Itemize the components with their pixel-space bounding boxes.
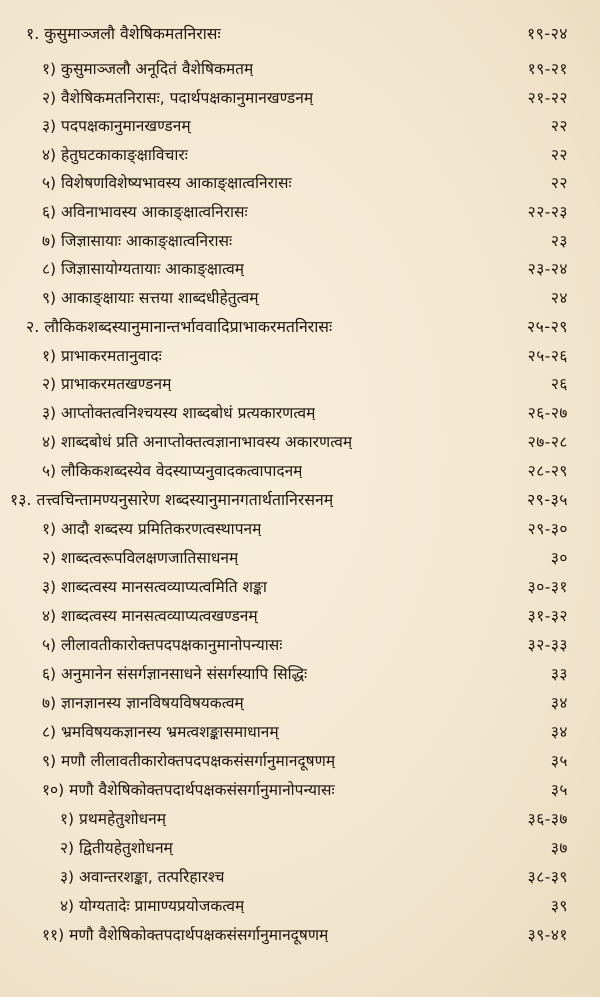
toc-entry-title: १०) मणौ वैशेषिकोक्तपदार्थपक्षकसंसर्गानुमानोपन्यासः (42, 780, 335, 799)
toc-entry-title: १) आदौ शब्दस्य प्रमितिकरणत्वस्थापनम् (42, 519, 262, 538)
toc-entry-title: १) प्राभाकरमतानुवादः (42, 346, 162, 365)
toc-entry-pages: २२ (550, 116, 568, 135)
toc-entry-pages: २५-२९ (526, 316, 568, 336)
toc-leader (188, 153, 541, 154)
toc-entry-title: २) द्वितीयहेतुशोधनम् (60, 838, 173, 857)
toc-leader (292, 181, 541, 182)
toc-entry-title: ६) अनुमानेन संसर्गज्ञानसाधने संसर्गस्यापि सिद्धिः (42, 664, 308, 683)
toc-leader (315, 411, 517, 412)
toc-leader (224, 875, 517, 876)
toc-leader (248, 210, 518, 211)
toc-leader (352, 440, 517, 441)
toc-entry-title: ४) शाब्दबोधं प्रति अनाप्तोक्तत्वज्ञानाभावस्य अकारणत्वम् (42, 432, 353, 451)
toc-entry-title: ४) शाब्दत्वस्य मानसत्वव्याप्यत्वखण्डनम् (42, 606, 258, 625)
toc-entry-pages: २२ (550, 173, 568, 192)
toc-entry-pages: २९-३५ (526, 489, 568, 509)
toc-leader (232, 239, 541, 240)
toc-entry-pages: २६-२७ (527, 403, 568, 422)
toc-entry-title: ८) भ्रमविषयकज्ञानस्य भ्रमत्वशङ्कासमाधानम् (42, 722, 279, 741)
toc-entry-title: ६) अविनाभावस्य आकाङ्क्षात्वनिरासः (42, 202, 248, 221)
toc-entry-pages: २९-३० (527, 519, 568, 538)
toc-leader (238, 556, 541, 557)
toc-entry-title: १. कुसुमाञ्जलौ वैशेषिकमतनिरासः (26, 23, 221, 43)
toc-entry-title: ३) अवान्तरशङ्का, तत्परिहारश्च (60, 867, 225, 886)
toc-leader (328, 933, 517, 934)
toc-leader (258, 614, 518, 615)
toc-leader (171, 382, 541, 383)
toc-entry-pages: २२ (550, 145, 568, 164)
toc-leader (173, 846, 541, 847)
toc-entry-pages: ३५ (550, 751, 568, 770)
toc-leader (259, 296, 541, 297)
toc-leader (221, 32, 517, 33)
toc-entry-title: ९) मणौ लीलावतीकारोक्तपदपक्षकसंसर्गानुमानदूषणम् (42, 751, 336, 770)
toc-leader (261, 527, 517, 528)
toc-leader (307, 672, 541, 673)
toc-entry-pages: ३७ (550, 838, 568, 857)
toc-leader (244, 701, 541, 702)
toc-leader (244, 267, 518, 268)
toc-entry-pages: २२-२३ (527, 202, 568, 221)
toc-leader (191, 124, 541, 125)
toc-entry-pages: १९-२४ (526, 23, 568, 43)
toc-entry-title: ३) शाब्दत्वस्य मानसत्वव्याप्यत्वमिति शङ्का (42, 577, 267, 596)
toc-leader (253, 67, 517, 68)
toc-entry-title: ७) ज्ञानज्ञानस्य ज्ञानविषयविषयकत्वम् (42, 693, 244, 712)
toc-entry-title: ४) हेतुघटकाकाङ्क्षाविचारः (42, 145, 188, 164)
toc-entry-pages: २३ (550, 231, 568, 250)
toc-entry-title: ३) पदपक्षकानुमानखण्डनम् (42, 116, 191, 135)
toc-entry-title: २) शाब्दत्वरूपविलक्षणजातिसाधनम् (42, 548, 239, 567)
toc-entry-pages: ३२-३३ (527, 635, 568, 654)
toc-leader (302, 469, 517, 470)
toc-leader (335, 788, 541, 789)
toc-leader (162, 354, 518, 355)
toc-entry-pages: २३-२४ (527, 259, 568, 278)
toc-entry-title: १३. तत्त्वचिन्तामण्यनुसारेण शब्दस्यानुमानगतार्थतानिरसनम् (10, 489, 334, 509)
toc-entry-pages: ३९ (550, 896, 568, 915)
toc-leader (313, 96, 518, 97)
toc-entry-title: २) प्राभाकरमतखण्डनम् (42, 374, 172, 393)
toc-leader (267, 585, 518, 586)
toc-leader (332, 325, 517, 326)
toc-entry-pages: ३० (550, 548, 568, 567)
toc-entry-pages: २५-२६ (527, 346, 568, 365)
toc-entry-title: ८) जिज्ञासायोग्यतायाः आकाङ्क्षात्वम् (42, 259, 245, 278)
toc-entry-pages: ३०-३१ (527, 577, 568, 596)
toc-entry-title: ९) आकाङ्क्षायाः सत्तया शाब्दधीहेतुत्वम् (42, 288, 259, 307)
toc-entry-title: ३) आप्तोक्तत्वनिश्चयस्य शाब्दबोधं प्रत्यकारणत्वम् (42, 403, 316, 422)
toc-entry-pages: ३४ (550, 722, 568, 741)
toc-entry-title: ५) लौकिकशब्दस्येव वेदस्याप्यनुवादकत्वापादनम् (42, 461, 303, 480)
toc-entry-pages: २६ (550, 374, 568, 393)
toc-entry (26, 16, 568, 49)
toc-entry-title: २) वैशेषिकमतनिरासः, पदार्थपक्षकानुमानखण्डनम् (42, 88, 314, 107)
toc-entry-title: ११) मणौ वैशेषिकोक्तपदार्थपक्षकसंसर्गानुमानदूषणम् (42, 925, 329, 944)
toc-entry-title: १) प्रथमहेतुशोधनम् (60, 809, 167, 828)
toc-entry-pages: २४ (550, 288, 568, 307)
toc-entry-pages: ३८-३९ (527, 867, 568, 886)
toc-entry-pages: २८-२९ (527, 461, 568, 480)
toc-entry-pages: ३१-३२ (527, 606, 568, 625)
toc-entry-title: ४) योग्यतादेः प्रामाण्यप्रयोजकत्वम् (60, 896, 245, 915)
toc-entry (42, 917, 568, 950)
toc-leader (166, 817, 518, 818)
toc-entry-pages: २१-२२ (527, 88, 568, 107)
toc-entry-pages: ३३ (550, 664, 568, 683)
toc-entry-pages: ३५ (550, 780, 568, 799)
toc-entry-pages: ३९-४१ (527, 925, 568, 944)
toc-leader (282, 643, 517, 644)
toc-leader (333, 498, 517, 499)
toc-entry-pages: २७-२८ (527, 432, 568, 451)
toc-entry-title: ५) विशेषणविशेष्यभावस्य आकाङ्क्षात्वनिरासः (42, 173, 292, 192)
toc-entry-pages: ३४ (550, 693, 568, 712)
toc-entry-pages: ३६-३७ (527, 809, 568, 828)
toc-entry-title: १) कुसुमाञ्जलौ अनूदितं वैशेषिकमतम् (42, 59, 254, 78)
toc-leader (244, 904, 541, 905)
toc-leader (279, 730, 541, 731)
toc-entry-title: २. लौकिकशब्दस्यानुमानान्तर्भाववादिप्राभाकरमतनिरासः (26, 316, 333, 336)
toc-entry-title: ५) लीलावतीकारोक्तपदपक्षकानुमानोपन्यासः (42, 635, 283, 654)
toc-leader (335, 759, 541, 760)
toc-entry-pages: १९-२१ (527, 59, 568, 78)
toc-entry-title: ७) जिज्ञासायाः आकाङ्क्षात्वनिरासः (42, 231, 233, 250)
